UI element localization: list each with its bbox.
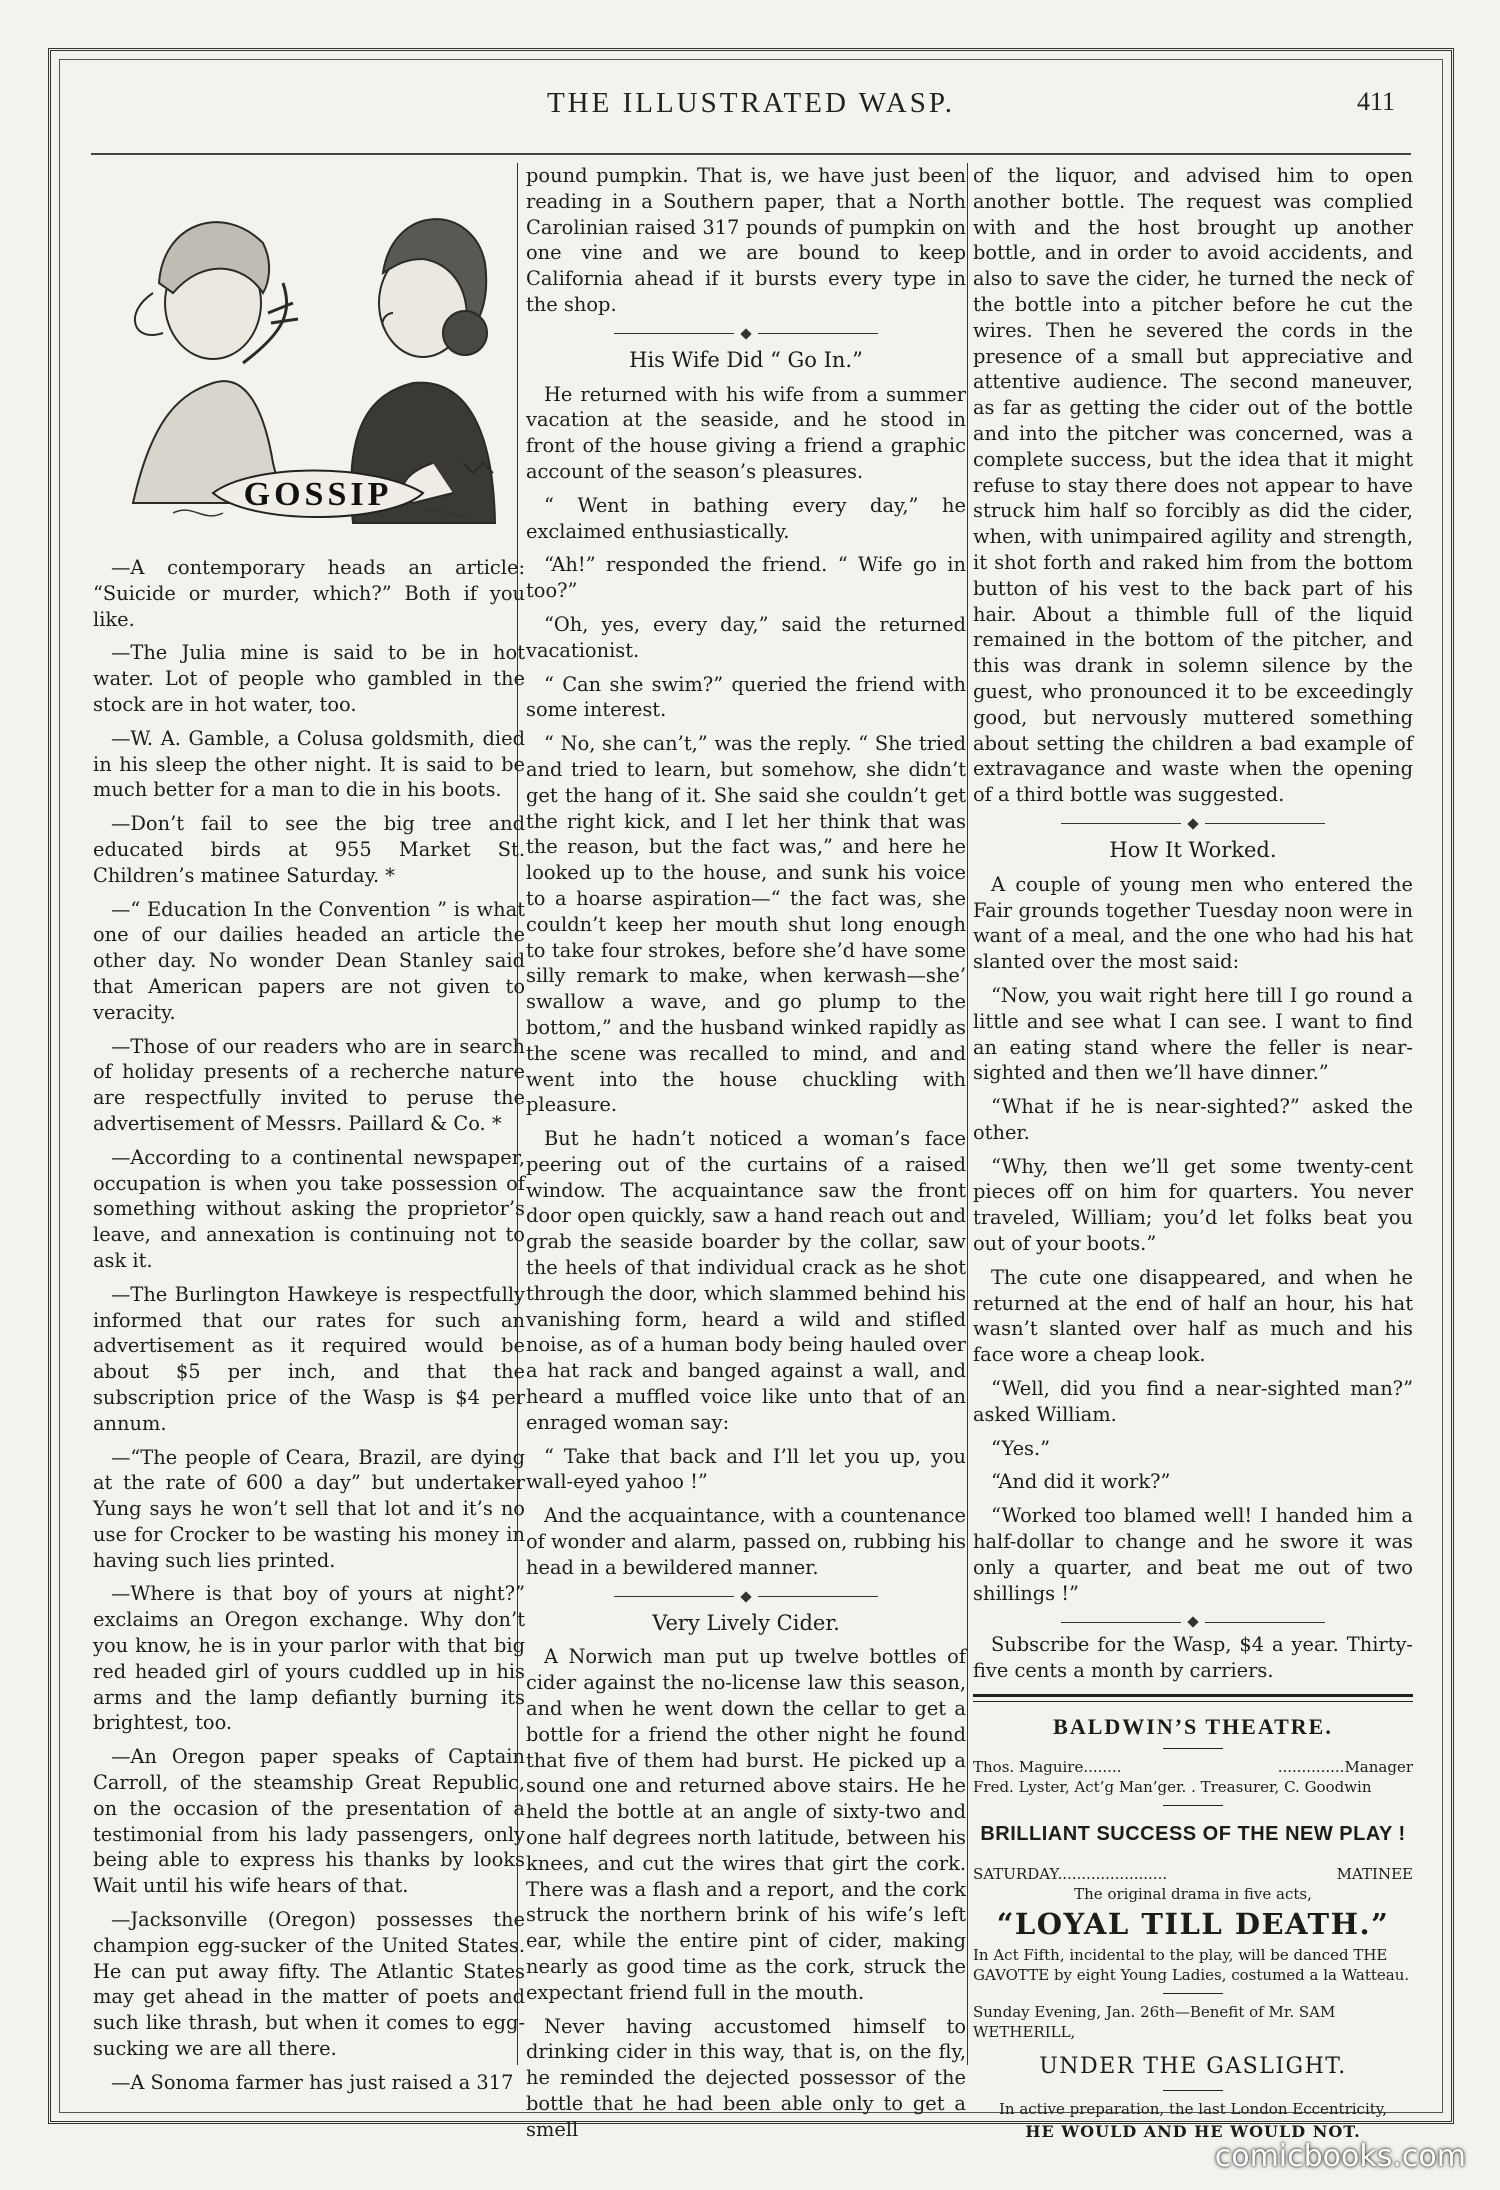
subscribe-notice: Subscribe for the Wasp, $4 a year. Thirty-five cents a month by carriers. <box>973 1633 1413 1683</box>
paragraph: —A contemporary heads an article: “Suicide or murder, which?” Both if you like. <box>93 556 525 631</box>
section-divider <box>526 1591 966 1601</box>
paragraph: “ Take that back and I’ll let you up, you wall-eyed yahoo !” <box>526 1444 966 1494</box>
paragraph: —W. A. Gamble, a Colusa goldsmith, died in his sleep the other night. It is said to be much better for a man to die in his boots. <box>93 726 525 802</box>
paragraph: A Norwich man put up twelve bottles of cider against the no-license law this season, and when he went down the cellar to get a bottle for a friend the other night he found that five of them had burst. He picked up a sound one and returned above stairs. He he held the bottle at an angle of sixty-two and one half degrees north latitude, between his knees, and cut the wires that girt the cork. There was a flash and a report, and the cork struck the northern brink of his wife’s left ear, while the entire pint of cider, making nearly as good time as the cork, struck the expectant friend full in the mouth. <box>526 1645 966 2004</box>
original-drama-line: The original drama in five acts, <box>1074 1884 1312 1903</box>
paragraph: “Well, did you find a near-sighted man?” asked William. <box>973 1377 1413 1426</box>
paragraph: “ Can she swim?” queried the friend with some interest. <box>526 672 966 722</box>
saturday-line <box>973 1864 1413 1884</box>
header-rule <box>91 153 1411 155</box>
short-rule <box>1163 1993 1223 1994</box>
masthead-title: THE ILLUSTRATED WASP. <box>546 87 956 119</box>
ad-rule <box>973 1701 1413 1702</box>
preparation-line: In active preparation, the last London Eccentricity, <box>998 2100 1388 2119</box>
paragraph: “And did it work?” <box>991 1470 1171 1494</box>
paragraph: —According to a continental newspaper, occupation is when you take possession of something without asking the proprietor’s leave, and annexation is continuing not to ask it. <box>93 1145 525 1272</box>
paragraph: “What if he is near-sighted?” asked the other. <box>973 1095 1413 1144</box>
paragraph: —The Julia mine is said to be in hot water. Lot of people who gambled in the stock are in hot water, too. <box>93 641 525 716</box>
paragraph: “ No, she can’t,” was the reply. “ She tried and tried to learn, but somehow, she didn’t get the hang of it. She said she couldn’t get the right kick, and I let her think that was the reason, but the fact was,” and here he looked up to the house, and sunk his voice to a hoarse aspiration—“ the fact was, she couldn’t keep her mouth shut long enough to take four strokes, before she’d have some silly remark to make, when kerwash—she’ swallow a wave, and go plump to the bottom,” and the husband winked rapidly as the scene was recalled to mind, and and went into the house chuckling with pleasure. <box>526 732 966 1117</box>
paragraph: of the liquor, and advised him to open another bottle. The request was complied with and the host brought up another bottle, and in order to avoid accidents, and also to save the cider, he turned the neck of the bottle into a pitcher before he cut the wires. Then he severed the cords in the presence of a small but appreciative and attentive audience. The second maneuver, as far as getting the cider out of the bottle and into the pitcher was concerned, was a complete success, but the idea that it might refuse to stay there does not appear to have struck him half so forcibly as did the cider, when, with unimpaired agility and strength, it shot forth and raked him from the bottom button of his vest to the back part of his hair. About a thimble full of the liquid remained in the bottom of the pitcher, and this was drank in solemn silence by the guest, who pronounced it to be exceedingly good, but nervously muttered something about setting the children a bad example of extravagance and waste when the opening of a third bottle was suggested. <box>973 164 1413 807</box>
paragraph: —An Oregon paper speaks of Captain Carroll, of the steamship Great Republic, on the occasion of the presentation of a testimonial from his lady passengers, only being able to express his thanks by looks Wait until his wife hears of that. <box>93 1745 525 1898</box>
section-title: His Wife Did “ Go In.” <box>629 347 863 372</box>
page-number: 411 <box>1356 87 1395 116</box>
brilliant-success-heading: BRILLIANT SUCCESS OF THE NEW PLAY ! <box>980 1822 1406 1845</box>
paragraph: “Why, then we’ll get some twenty-cent pieces off on him for quarters. You never traveled, William; you’d let folks beat you out of your boots.” <box>973 1154 1413 1256</box>
gossip-label: GOSSIP <box>243 476 393 513</box>
manager-title: ..............Manager <box>1277 1757 1413 1776</box>
paragraph: “ Went in bathing every day,” he exclaimed enthusiastically. <box>526 493 966 543</box>
watermark: comicbooks.com <box>1214 2139 1466 2174</box>
gossip-illustration <box>93 163 525 547</box>
gossip-engraving <box>93 163 525 547</box>
paragraph: —Jacksonville (Oregon) possesses the champion egg-sucker of the United States. He can put away fifty. The Atlantic States may get ahead in the matter of poets and such like thrash, but when it comes to egg-sucking we are all there. <box>93 1908 525 2061</box>
paragraph: “Yes.” <box>991 1436 1051 1460</box>
paragraph: The cute one disappeared, and when he returned at the end of half an hour, his hat wasn’t slanted over half as much and his face wore a cheap look. <box>973 1265 1413 1367</box>
short-rule <box>1163 1805 1223 1806</box>
short-rule <box>1163 2090 1223 2091</box>
paragraph: —Those of our readers who are in search of holiday presents of a recherche nature are respectfully invited to peruse the advertisement of Messrs. Paillard & Co. * <box>93 1034 525 1135</box>
paragraph: —Don’t fail to see the big tree and educated birds at 955 Market St. Children’s matinee Saturday. * <box>93 812 525 887</box>
paragraph: —A Sonoma farmer has just raised a 317 <box>111 2070 514 2094</box>
lyster-line: Fred. Lyster, Act’g Man’ger. . Treasurer, C. Goodwin <box>973 1777 1372 1796</box>
sunday-line: Sunday Evening, Jan. 26th—Benefit of Mr. SAM WETHERILL, <box>973 2003 1336 2042</box>
paragraph: A couple of young men who entered the Fair grounds together Tuesday noon were in want of a meal, and the one who had his hat slanted over the most said: <box>973 872 1413 974</box>
column-1 <box>93 163 525 2094</box>
paragraph: Never having accustomed himself to drinking cider in this way, that is, on the fly, he reminded the dejected possessor of the bottle that he had been able only to get a smell <box>526 2014 966 2141</box>
play-title: “LOYAL TILL DEATH.” <box>996 1906 1390 1941</box>
paragraph: “Ah!” responded the friend. “ Wife go in too?” <box>526 553 966 603</box>
paragraph: —“ Education In the Convention ” is what one of our dailies headed an article the other day. No wonder Dean Stanley said that American papers are not given to veracity. <box>93 897 525 1024</box>
would-title: HE WOULD AND HE WOULD NOT. <box>1025 2122 1361 2142</box>
section-divider <box>973 1616 1413 1626</box>
matinee-label: MATINEE <box>1336 1864 1413 1883</box>
section-title: How It Worked. <box>1109 837 1277 862</box>
saturday-label: SATURDAY....................... <box>973 1864 1168 1883</box>
section-title: Very Lively Cider. <box>652 1610 840 1635</box>
paragraph: “Worked too blamed well! I handed him a half-dollar to change and he swore it was only a quarter, and beat me out of two shillings !” <box>973 1504 1413 1605</box>
manager-line <box>973 1757 1413 1777</box>
paragraph: —Where is that boy of yours at night?” exclaims an Oregon exchange. Why don’t you know, he is in your parlor with that big red headed girl of yours cuddled up in his arms and the lamp defiantly burning its brightest, too. <box>93 1582 525 1735</box>
section-divider <box>526 328 966 338</box>
paragraph: He returned with his wife from a summer vacation at the seaside, and he stood in front of the house giving a friend a graphic account of the season’s pleasures. <box>526 382 966 483</box>
paragraph: —“The people of Ceara, Brazil, are dying at the rate of 600 a day” but undertaker Yung says he won’t sell that lot and it’s no use for Crocker to be wasting his money in having such lies printed. <box>93 1445 525 1572</box>
column-2 <box>526 163 966 2141</box>
section-divider <box>973 818 1413 828</box>
paragraph: And the acquaintance, with a countenance of wonder and alarm, passed on, rubbing his head in a bewildered manner. <box>526 1504 966 1579</box>
paragraph: But he hadn’t noticed a woman’s face peering out of the curtains of a raised window. The acquaintance saw the front door open quickly, saw a hand reach out and grab the seaside boarder by the collar, saw the heels of that individual crack as he shot through the door, which slammed behind his vanishing form, heard a wild and stifled noise, as of a human body being hauled over a hat rack and banged against a wall, and heard a muffled voice like unto that of an enraged woman say: <box>526 1127 966 1434</box>
column-divider <box>967 163 968 2065</box>
manager-name: Thos. Maguire........ <box>973 1757 1122 1776</box>
gavotte-line: In Act Fifth, incidental to the play, will be danced THE GAVOTTE by eight Young Ladies, costumed a la Watteau. <box>973 1946 1410 1985</box>
column-3 <box>973 163 1413 2142</box>
paragraph: “Oh, yes, every day,” said the returned vacationist. <box>526 612 966 662</box>
theatre-advertisement <box>973 1694 1413 2145</box>
paragraph: pound pumpkin. That is, we have just been reading in a Southern paper, that a North Carolinian raised 317 pounds of pumpkin on one vine and we are bound to keep California ahead if it bursts every type in the shop. <box>526 164 966 316</box>
newspaper-page <box>48 48 1454 2142</box>
page-header <box>91 87 1411 137</box>
gaslight-title: UNDER THE GASLIGHT. <box>1039 2054 1347 2080</box>
short-rule <box>1163 1748 1223 1749</box>
paragraph: “Now, you wait right here till I go round a little and see what I can see. I want to find an eating stand where the feller is near-sighted and then we’ll have dinner.” <box>973 983 1413 1085</box>
theatre-name: BALDWIN’S THEATRE. <box>1053 1714 1333 1740</box>
paragraph: —The Burlington Hawkeye is respectfully informed that our rates for such an advertisement as it required would be about $5 per inch, and that the subscription price of the Wasp is $4 per annum. <box>93 1282 525 1435</box>
